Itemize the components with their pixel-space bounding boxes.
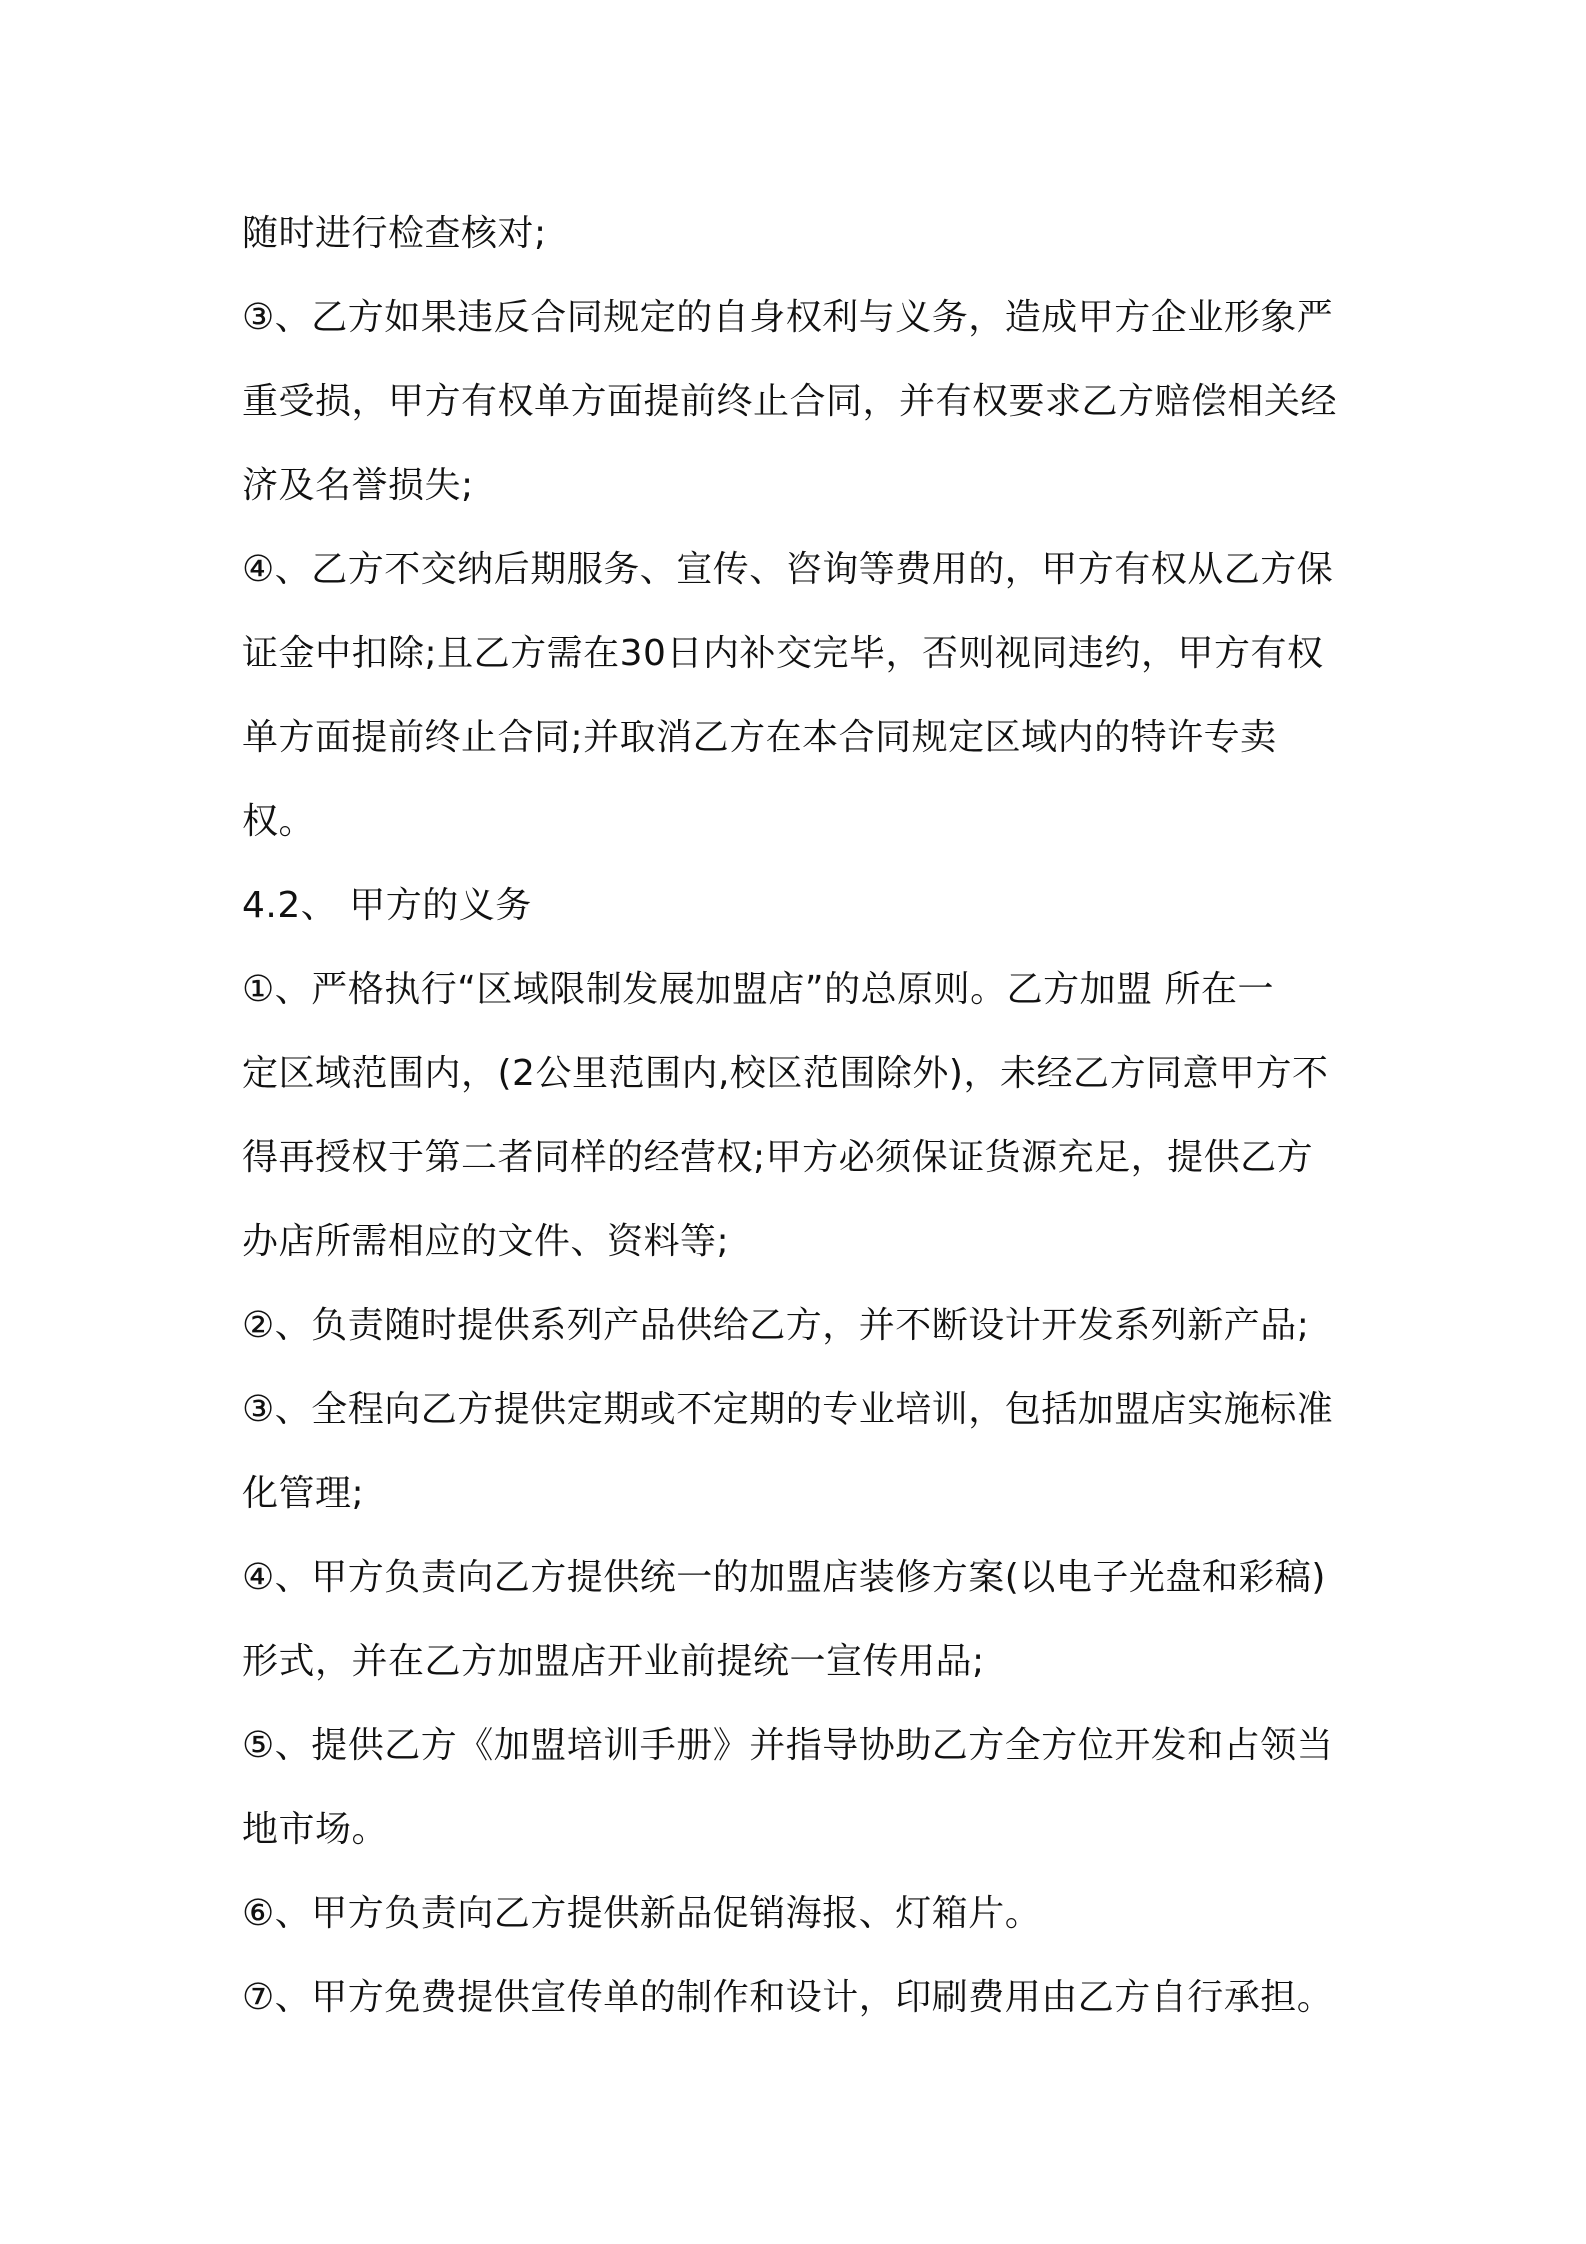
text-line: 地市场。 <box>242 1809 389 1850</box>
text-line: 形式，并在乙方加盟店开业前提统一宣传用品; <box>242 1641 985 1682</box>
section-heading: 4.2、 甲方的义务 <box>242 885 532 926</box>
text-line: ⑥、甲方负责向乙方提供新品促销海报、灯箱片。 <box>242 1893 1042 1934</box>
text-line: ①、严格执行“区域限制发展加盟店”的总原则。乙方加盟 所在一 <box>242 969 1275 1010</box>
text-line: ②、负责随时提供系列产品供给乙方，并不断设计开发系列新产品; <box>242 1305 1310 1346</box>
text-line: ③、全程向乙方提供定期或不定期的专业培训，包括加盟店实施标准 <box>242 1389 1334 1430</box>
text-line: 重受损，甲方有权单方面提前终止合同，并有权要求乙方赔偿相关经 <box>242 381 1338 422</box>
text-line: 济及名誉损失; <box>242 465 474 506</box>
text-line: 单方面提前终止合同;并取消乙方在本合同规定区域内的特许专卖 <box>242 717 1277 758</box>
text-line: 得再授权于第二者同样的经营权;甲方必须保证货源充足，提供乙方 <box>242 1137 1314 1178</box>
text-line: ⑤、提供乙方《加盟培训手册》并指导协助乙方全方位开发和占领当 <box>242 1725 1334 1766</box>
text-line: 化管理; <box>242 1473 365 1514</box>
text-line: 办店所需相应的文件、资料等; <box>242 1221 730 1262</box>
document-body <box>242 192 1362 2040</box>
text-line: 定区域范围内，(2公里范围内,校区范围除外)，未经乙方同意甲方不 <box>242 1053 1329 1094</box>
text-line: 证金中扣除;且乙方需在30日内补交完毕，否则视同违约，甲方有权 <box>242 633 1324 674</box>
text-line: ③、乙方如果违反合同规定的自身权利与义务，造成甲方企业形象严 <box>242 297 1334 338</box>
text-line: ④、甲方负责向乙方提供统一的加盟店装修方案(以电子光盘和彩稿) <box>242 1557 1326 1598</box>
text-line: ④、乙方不交纳后期服务、宣传、咨询等费用的，甲方有权从乙方保 <box>242 549 1334 590</box>
text-line: ⑦、甲方免费提供宣传单的制作和设计，印刷费用由乙方自行承担。 <box>242 1977 1334 2018</box>
text-line: 随时进行检查核对; <box>242 213 547 254</box>
text-line: 权。 <box>242 801 316 842</box>
